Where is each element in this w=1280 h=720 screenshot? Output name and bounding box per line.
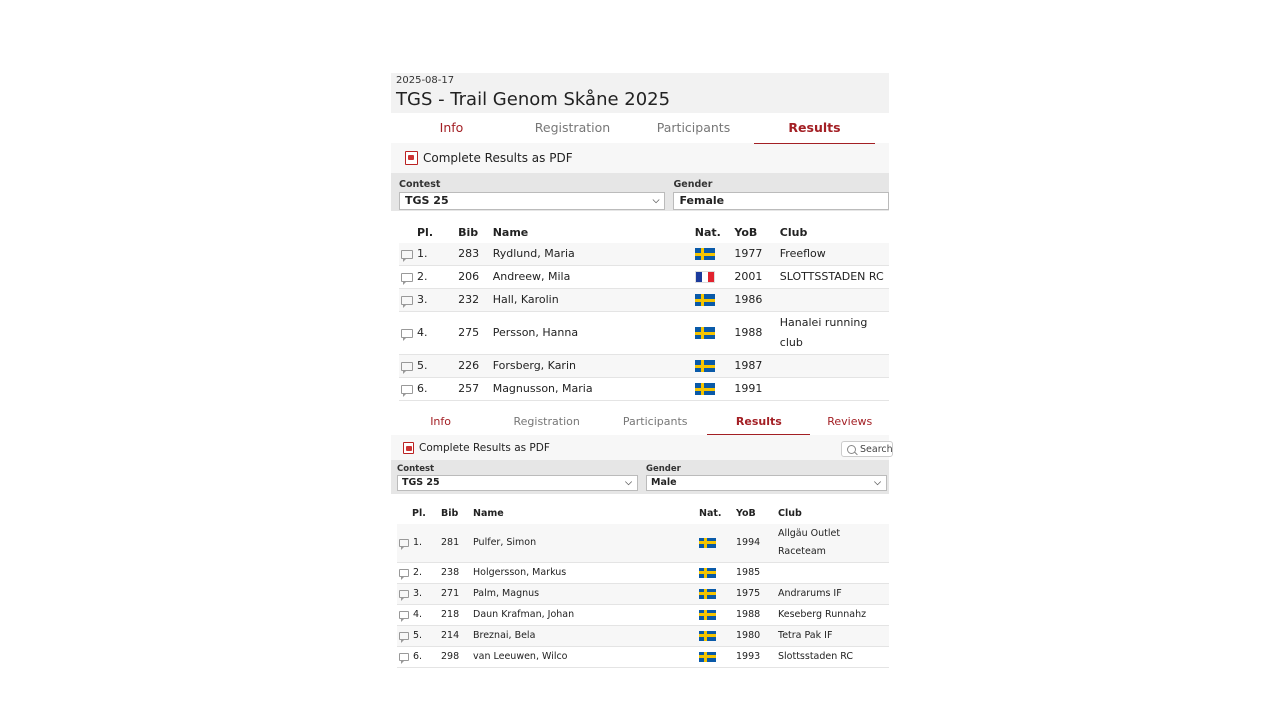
col-yob[interactable]: YoB	[736, 508, 756, 519]
event-header	[391, 73, 889, 113]
place: 1.	[417, 247, 428, 260]
gender-value: Male	[651, 477, 677, 488]
table-row[interactable]	[399, 266, 889, 289]
bib: 232	[457, 289, 492, 312]
club: Hanalei running club	[779, 312, 889, 355]
pdf-bar	[391, 143, 889, 173]
results-table-female	[399, 223, 889, 401]
year-of-birth: 1985	[735, 563, 777, 584]
col-club[interactable]: Club	[779, 226, 808, 239]
complete-results-pdf-link[interactable]: Complete Results as PDF	[423, 151, 573, 165]
comment-icon[interactable]	[401, 385, 413, 394]
place: 3.	[413, 588, 423, 599]
tab-participants[interactable]: Participants	[656, 120, 731, 135]
filters-female	[391, 173, 889, 211]
bib: 271	[440, 584, 472, 605]
bib: 275	[457, 312, 492, 355]
sweden-flag-icon	[699, 652, 716, 662]
year-of-birth: 1975	[735, 584, 777, 605]
comment-icon[interactable]	[401, 250, 413, 259]
col-name[interactable]: Name	[492, 226, 529, 239]
bib: 283	[457, 243, 492, 266]
gender-filter	[646, 460, 887, 494]
bib: 226	[457, 355, 492, 378]
col-place[interactable]: Pl.	[417, 226, 434, 239]
comment-icon[interactable]	[399, 653, 409, 661]
sweden-flag-icon	[695, 383, 715, 395]
year-of-birth: 1988	[733, 312, 778, 355]
place: 6.	[417, 382, 428, 395]
event-title: TGS - Trail Genom Skåne 2025	[396, 89, 671, 110]
table-row[interactable]	[397, 584, 889, 605]
comment-icon[interactable]	[399, 539, 409, 547]
bib: 238	[440, 563, 472, 584]
athlete-name[interactable]: Magnusson, Maria	[492, 378, 694, 401]
club: Andrarums IF	[777, 584, 889, 605]
club: SLOTTSSTADEN RC	[779, 266, 889, 289]
club: Freeflow	[779, 243, 889, 266]
results-table-male	[397, 504, 889, 668]
place: 5.	[417, 359, 428, 372]
table-row[interactable]	[397, 563, 889, 584]
athlete-name[interactable]: Forsberg, Karin	[492, 355, 694, 378]
gender-label: Gender	[646, 464, 681, 474]
year-of-birth: 1977	[733, 243, 778, 266]
chevron-down-icon: ⌵	[652, 196, 660, 206]
year-of-birth: 1991	[733, 378, 778, 401]
athlete-name[interactable]: Palm, Magnus	[472, 584, 698, 605]
athlete-name[interactable]: Holgersson, Markus	[472, 563, 698, 584]
chevron-down-icon: ⌵	[625, 478, 632, 488]
contest-filter	[399, 173, 665, 211]
col-yob[interactable]: YoB	[734, 226, 758, 239]
comment-icon[interactable]	[401, 296, 413, 305]
table-row[interactable]	[399, 289, 889, 312]
year-of-birth: 2001	[733, 266, 778, 289]
table-header	[399, 223, 889, 243]
sweden-flag-icon	[699, 589, 716, 599]
tab-reviews[interactable]: Reviews	[827, 415, 873, 428]
col-nat[interactable]: Nat.	[699, 508, 722, 519]
bib: 281	[440, 524, 472, 563]
comment-icon[interactable]	[401, 362, 413, 371]
place: 4.	[417, 326, 428, 339]
athlete-name[interactable]: Rydlund, Maria	[492, 243, 694, 266]
col-bib[interactable]: Bib	[441, 508, 459, 519]
pdf-icon	[405, 151, 418, 165]
pdf-icon	[403, 442, 414, 454]
sweden-flag-icon	[695, 294, 715, 306]
table-row[interactable]	[399, 243, 889, 266]
athlete-name[interactable]: Daun Krafman, Johan	[472, 605, 698, 626]
contest-filter	[397, 460, 638, 494]
sweden-flag-icon	[695, 327, 715, 339]
bib: 206	[457, 266, 492, 289]
tab-bar-2	[391, 408, 889, 435]
col-club[interactable]: Club	[778, 508, 802, 519]
event-date: 2025-08-17	[396, 75, 455, 86]
place: 2.	[417, 270, 428, 283]
table-row[interactable]	[399, 355, 889, 378]
search-placeholder: Search	[860, 444, 893, 455]
athlete-name[interactable]: van Leeuwen, Wilco	[472, 647, 698, 668]
contest-select[interactable]	[399, 192, 665, 210]
sweden-flag-icon	[695, 248, 715, 260]
table-row[interactable]	[399, 312, 889, 355]
col-nat[interactable]: Nat.	[694, 226, 721, 239]
comment-icon[interactable]	[399, 590, 409, 598]
contest-value: TGS 25	[405, 194, 449, 207]
sweden-flag-icon	[699, 538, 716, 548]
tab-results[interactable]: Results	[754, 113, 875, 144]
athlete-name[interactable]: Breznai, Bela	[472, 626, 698, 647]
search-icon	[847, 445, 856, 454]
table-header	[397, 504, 889, 524]
complete-results-pdf-link[interactable]: Complete Results as PDF	[419, 441, 550, 454]
sweden-flag-icon	[699, 610, 716, 620]
table-row[interactable]	[397, 626, 889, 647]
comment-icon[interactable]	[401, 329, 413, 338]
athlete-name[interactable]: Andreew, Mila	[492, 266, 694, 289]
contest-label: Contest	[399, 179, 441, 190]
year-of-birth: 1988	[735, 605, 777, 626]
tab-registration[interactable]: Registration	[534, 120, 611, 135]
sweden-flag-icon	[699, 631, 716, 641]
table-row[interactable]	[397, 524, 889, 563]
bib: 214	[440, 626, 472, 647]
table-row[interactable]	[397, 647, 889, 668]
col-name[interactable]: Name	[473, 508, 504, 519]
year-of-birth: 1986	[733, 289, 778, 312]
bib: 298	[440, 647, 472, 668]
bib: 218	[440, 605, 472, 626]
place: 5.	[413, 630, 423, 641]
pdf-bar-2	[391, 435, 893, 460]
tab-info[interactable]: Info	[439, 120, 464, 135]
comment-icon[interactable]	[399, 632, 409, 640]
bib: 257	[457, 378, 492, 401]
tab-participants[interactable]: Participants	[622, 415, 688, 428]
place: 6.	[413, 651, 423, 662]
search-input[interactable]	[841, 441, 893, 457]
club	[779, 355, 889, 378]
club: Allgäu Outlet Raceteam	[777, 524, 889, 563]
gender-filter	[673, 173, 889, 211]
contest-select[interactable]	[397, 475, 638, 491]
athlete-name[interactable]: Hall, Karolin	[492, 289, 694, 312]
gender-select[interactable]	[673, 192, 889, 210]
club: Tetra Pak IF	[777, 626, 889, 647]
athlete-name[interactable]: Pulfer, Simon	[472, 524, 698, 563]
contest-value: TGS 25	[402, 477, 440, 488]
club	[779, 289, 889, 312]
gender-value: Female	[679, 194, 725, 207]
tab-results[interactable]: Results	[707, 408, 810, 435]
col-bib[interactable]: Bib	[458, 226, 479, 239]
sweden-flag-icon	[699, 568, 716, 578]
club: Keseberg Runnahz	[777, 605, 889, 626]
sweden-flag-icon	[695, 360, 715, 372]
filters-male	[391, 460, 889, 494]
gender-label: Gender	[673, 179, 713, 190]
comment-icon[interactable]	[399, 611, 409, 619]
tab-info[interactable]: Info	[430, 415, 452, 428]
gender-select[interactable]	[646, 475, 887, 491]
col-place[interactable]: Pl.	[412, 508, 426, 519]
comment-icon[interactable]	[401, 273, 413, 282]
club	[779, 378, 889, 401]
place: 3.	[417, 293, 428, 306]
comment-icon[interactable]	[399, 569, 409, 577]
contest-label: Contest	[397, 464, 435, 474]
place: 1.	[413, 537, 423, 548]
table-row[interactable]	[399, 378, 889, 401]
year-of-birth: 1987	[733, 355, 778, 378]
club: Slottsstaden RC	[777, 647, 889, 668]
club	[777, 563, 889, 584]
results-page	[391, 73, 893, 662]
athlete-name[interactable]: Persson, Hanna	[492, 312, 694, 355]
year-of-birth: 1993	[735, 647, 777, 668]
table-row[interactable]	[397, 605, 889, 626]
place: 4.	[413, 609, 423, 620]
year-of-birth: 1980	[735, 626, 777, 647]
place: 2.	[413, 567, 423, 578]
year-of-birth: 1994	[735, 524, 777, 563]
chevron-down-icon: ⌵	[874, 478, 881, 488]
france-flag-icon	[695, 271, 715, 283]
tab-registration[interactable]: Registration	[513, 415, 580, 428]
tab-bar	[391, 113, 889, 143]
